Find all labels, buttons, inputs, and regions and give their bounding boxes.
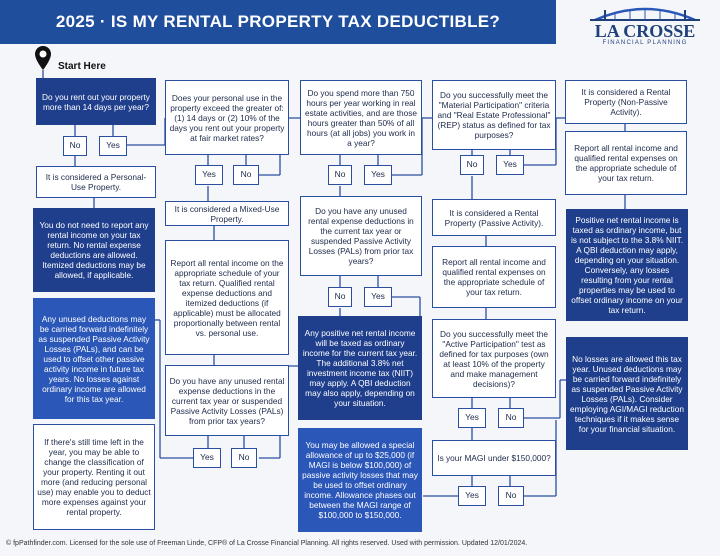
- yes-option[interactable]: Yes: [364, 287, 392, 307]
- yes-option[interactable]: Yes: [458, 408, 486, 428]
- q-rent-out-box: Do you rent out your property more than 14 days per year?: [36, 78, 156, 125]
- q-active-participation-box: Do you successfully meet the "Active Participation" test as defined for tax purposes (own at least 10% of the property and make management decisions)?: [432, 319, 556, 398]
- no-option[interactable]: No: [460, 155, 484, 175]
- no-option[interactable]: No: [498, 486, 524, 506]
- yes-option[interactable]: Yes: [193, 448, 221, 468]
- rental-nonpassive-box: It is considered a Rental Property (Non-Passive Activity).: [565, 80, 687, 124]
- location-pin-icon: [34, 45, 52, 71]
- report-nonpassive-box: Report all rental income and qualified rental expenses on the appropriate schedule of your tax return.: [565, 131, 687, 195]
- special-allowance-box: You may be allowed a special allowance of up to $25,000 (if MAGI is below $100,000) of passive activity losses that may be used to offset ordinary income. Allowance phases out between the MAGI range of $100,000 to $150,000.: [298, 428, 422, 532]
- q-unused-mixed-box: Do you have any unused rental expense deductions in the current tax year or suspended Passive Activity Losses (PALs) from prior tax years?: [165, 365, 289, 436]
- no-option[interactable]: No: [231, 448, 257, 468]
- still-time-box: If there's still time left in the year, you may be able to change the classification of your property. Renting it out more (and reducing personal use) may enable you to deduct more expenses against your rental property.: [33, 424, 155, 530]
- no-option[interactable]: No: [328, 165, 352, 185]
- no-losses-box: No losses are allowed this tax year. Unused deductions may be carried forward indefinitely as suspended Passive Activity Losses (PALs). Consider employing AGI/MAGI reduction techniques if it makes sense for your financial situation.: [566, 337, 688, 450]
- mixed-use-property-box: It is considered a Mixed-Use Property.: [165, 201, 289, 226]
- no-option[interactable]: No: [63, 136, 87, 156]
- yes-option[interactable]: Yes: [195, 165, 223, 185]
- start-here-label: Start Here: [58, 61, 106, 72]
- positive-net-income-box: Any positive net rental income will be taxed as ordinary income for the current tax year. The additional 3.8% net investment income tax (NIIT) may apply. A QBI deduction may also apply, depending on your situation.: [298, 316, 422, 420]
- logo-name: LA CROSSE: [594, 21, 696, 41]
- q-magi-box: Is your MAGI under $150,000?: [432, 440, 556, 476]
- no-option[interactable]: No: [328, 287, 352, 307]
- q-material-participation-box: Do you successfully meet the "Material Participation" criteria and "Real Estate Professional" (REP) status as defined for tax purposes?: [432, 80, 556, 150]
- yes-option[interactable]: Yes: [496, 155, 524, 175]
- rental-passive-box: It is considered a Rental Property (Passive Activity).: [432, 199, 556, 236]
- personal-use-property-box: It is considered a Personal-Use Property.: [36, 166, 156, 198]
- yes-option[interactable]: Yes: [458, 486, 486, 506]
- q-750-hours-box: Do you spend more than 750 hours per year working in real estate activities, and are those hours greater than 50% of all hours (at all jobs) you work in a year?: [300, 80, 422, 155]
- yes-option[interactable]: Yes: [99, 136, 127, 156]
- q-unused-rental-box: Do you have any unused rental expense deductions in the current tax year or suspended Passive Activity Losses (PALs) from prior tax years?: [300, 196, 422, 276]
- footer-copyright: © fpPathfinder.com. Licensed for the sole use of Freeman Linde, CFP® of La Crosse Financial Planning. All rights reserved. Used with permission. Updated 12/01/2024.: [6, 540, 528, 547]
- no-option[interactable]: No: [498, 408, 524, 428]
- logo-subtitle: FINANCIAL PLANNING: [602, 40, 688, 46]
- positive-nonpassive-box: Positive net rental income is taxed as ordinary income, but is not subject to the 3.8% NIIT. A QBI deduction may apply, depending on your situation. Conversely, any losses resulting from your rental properties may be used to offset ordinary income on your tax return.: [566, 209, 688, 321]
- no-report-box: You do not need to report any rental income on your tax return. No rental expense deductions are allowed. Itemized deductions may be allowed, if applicable.: [33, 208, 155, 292]
- q-personal-use-box: Does your personal use in the property exceed the greater of: (1) 14 days or (2) 10% of the days you rent out your property at fair market rates?: [165, 80, 289, 155]
- no-option[interactable]: No: [233, 165, 259, 185]
- page-title: 2025 · IS MY RENTAL PROPERTY TAX DEDUCTIBLE?: [0, 0, 556, 44]
- yes-option[interactable]: Yes: [364, 165, 392, 185]
- report-mixed-use-box: Report all rental income on the appropriate schedule of your tax return. Qualified rental expense deductions and itemized deductions (if applicable) must be allocated proportionally between rental vs. personal use.: [165, 240, 289, 355]
- pal-carried-forward-box: Any unused deductions may be carried forward indefinitely as suspended Passive Activity Losses (PALs), and can be used to offset other passive activity income in future tax years. No losses against ordinary income are allowed for this tax year.: [33, 298, 155, 419]
- report-passive-box: Report all rental income and qualified rental expenses on the appropriate schedule of your tax return.: [432, 246, 556, 308]
